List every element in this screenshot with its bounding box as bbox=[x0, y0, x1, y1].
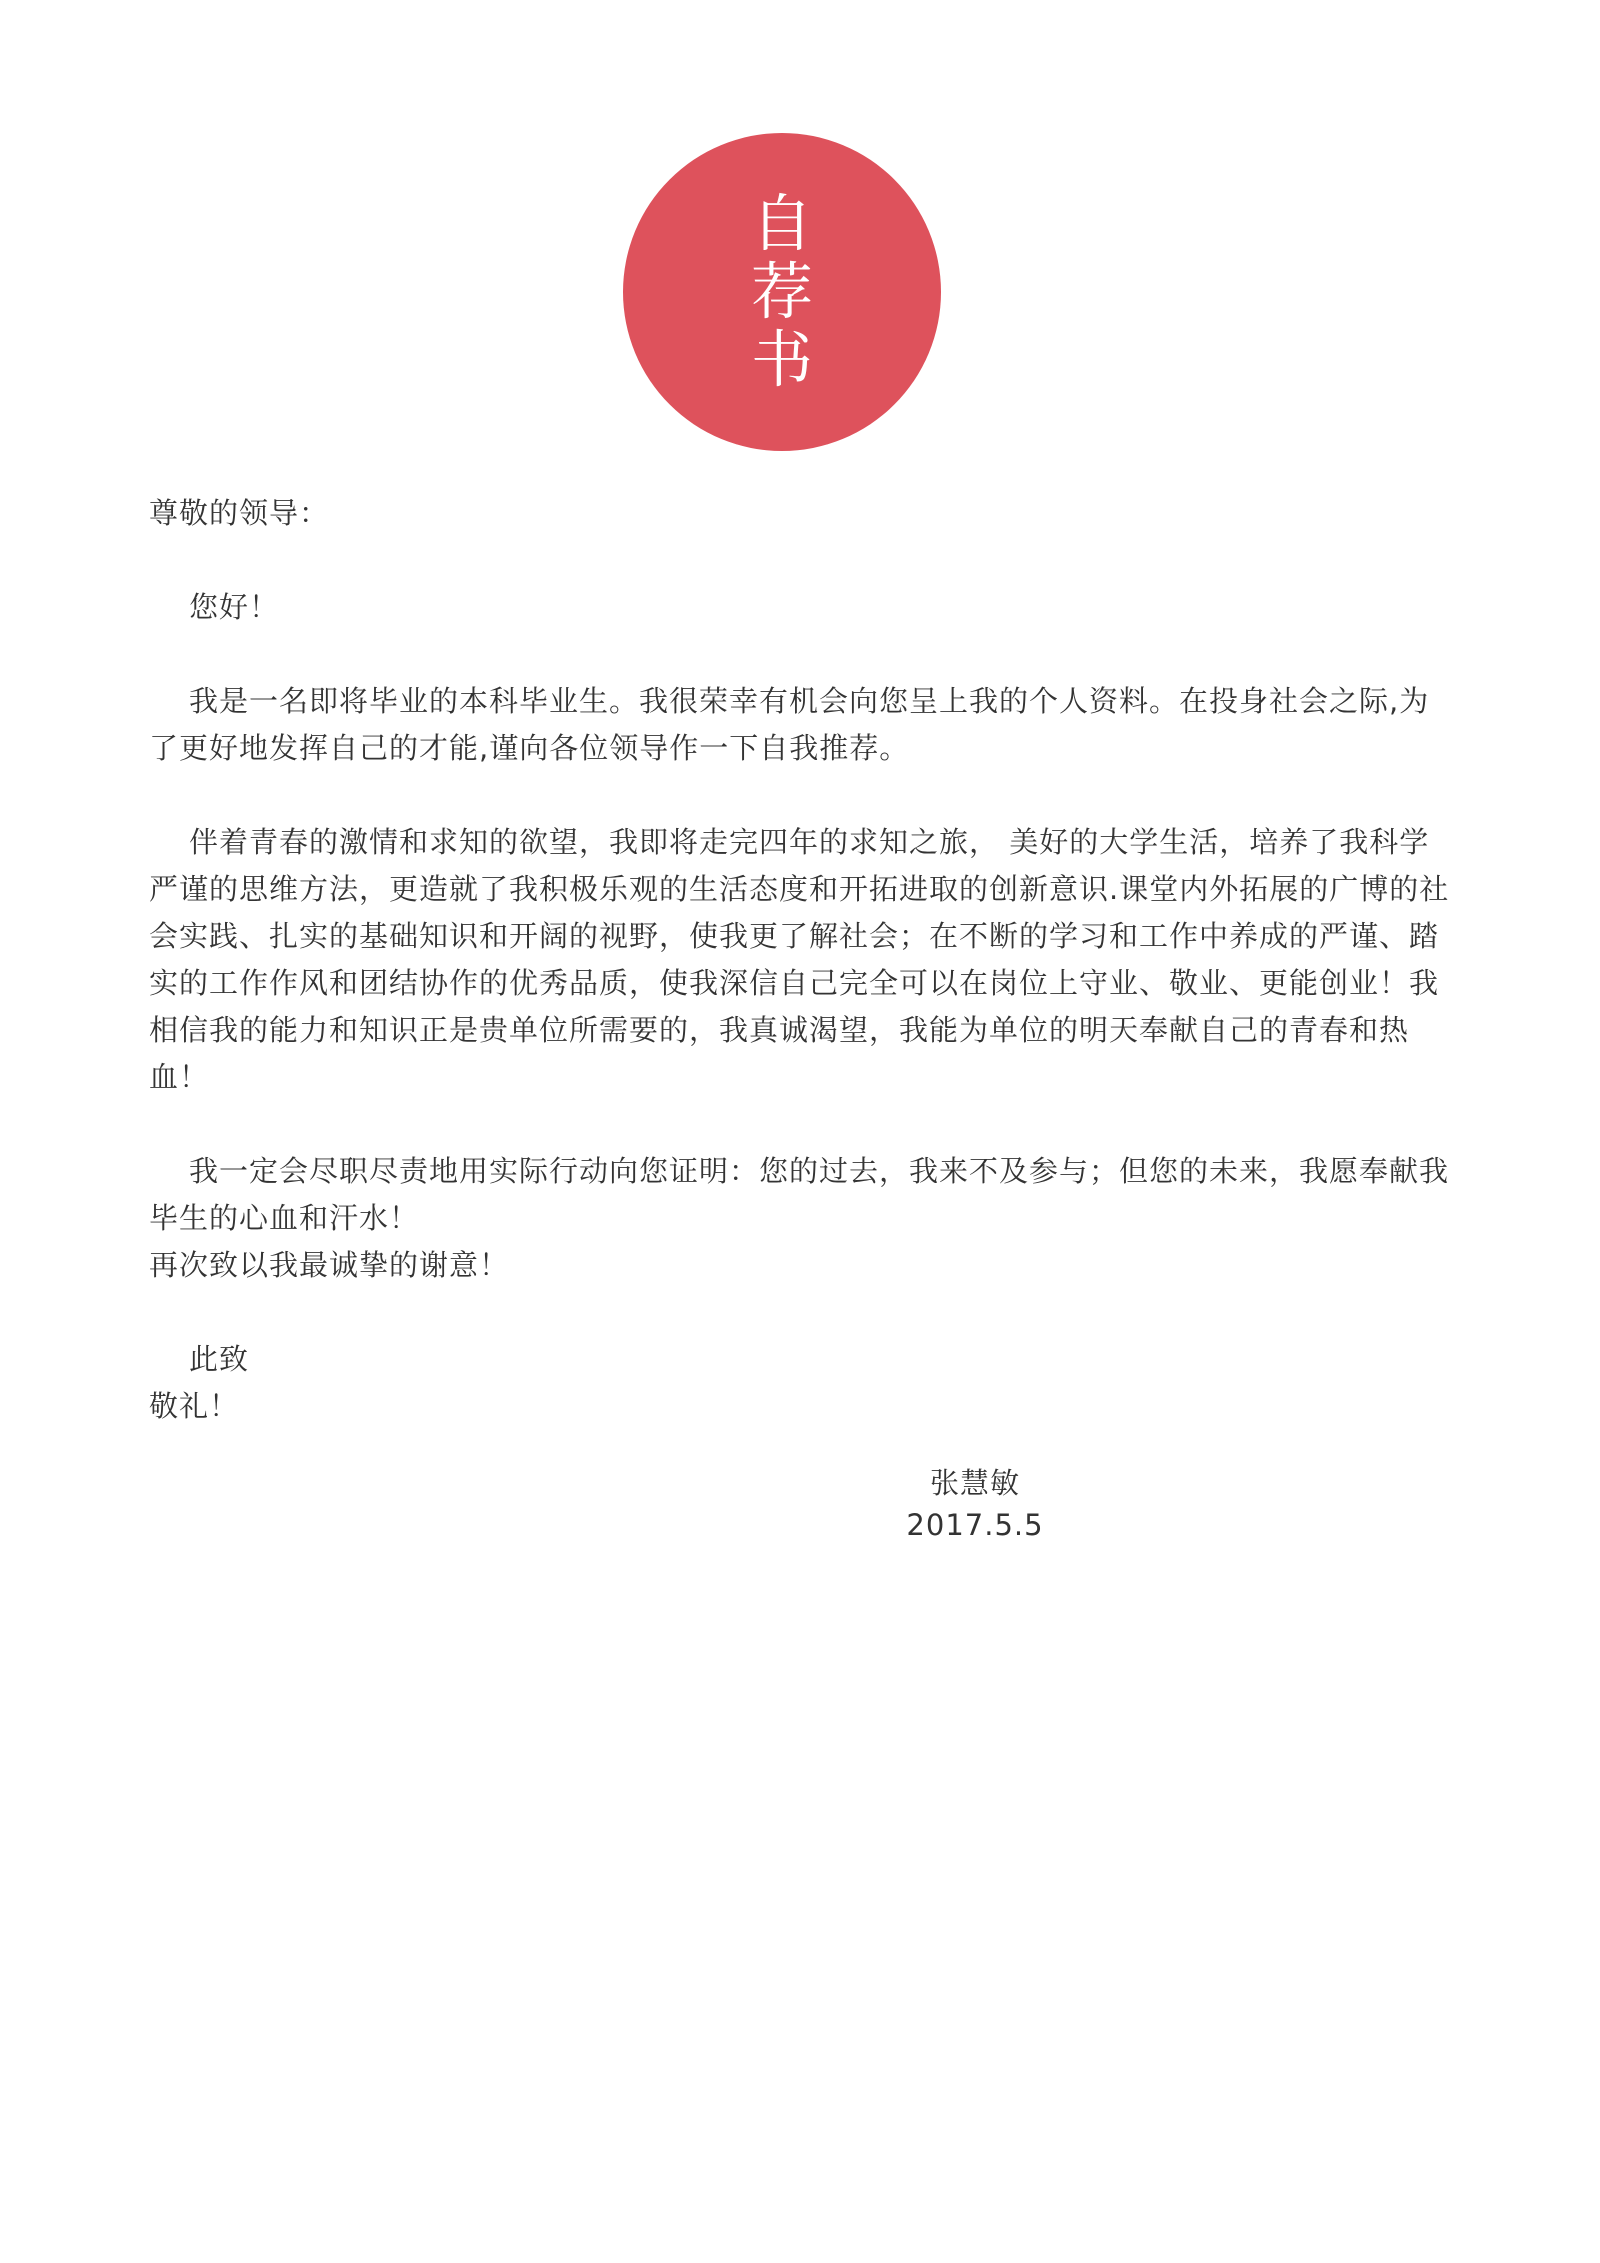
title-char-3: 书 bbox=[750, 323, 813, 396]
signature-date: 2017.5.5 bbox=[906, 1508, 1044, 1542]
paragraph-experience: 伴着青春的激情和求知的欲望，我即将走完四年的求知之旅， 美好的大学生活，培养了我科学严谨的思维方法，更造就了我积极乐观的生活态度和开拓进取的创新意识.课堂内外拓展的广博的社会实践、扎实的基础知识和开阔的视野，使我更了解社会；在不断的学习和工作中养成的严谨、踏实的工作作风和团结协作的优秀品质，使我深信自己完全可以在岗位上守业、敬业、更能创业！我相信我的能力和知识正是贵单位所需要的，我真诚渴望，我能为单位的明天奉献自己的青春和热血！ bbox=[149, 825, 1450, 1094]
signature-name: 张慧敏 bbox=[929, 1466, 1020, 1500]
paragraph-commitment: 我一定会尽职尽责地用实际行动向您证明：您的过去，我来不及参与；但您的未来，我愿奉献我毕生的心血和汗水！ bbox=[149, 1154, 1450, 1235]
salutation: 尊敬的领导： bbox=[149, 496, 330, 530]
spacer bbox=[149, 1289, 1459, 1336]
title-char-1: 自 bbox=[750, 187, 813, 260]
letter-body bbox=[149, 490, 1459, 1430]
title-char-2: 荐 bbox=[750, 255, 813, 328]
thanks-line: 再次致以我最诚挚的谢意！ bbox=[149, 1248, 510, 1282]
title-badge bbox=[623, 133, 941, 451]
closing-line-1: 此致 bbox=[189, 1342, 250, 1376]
paragraph-intro: 我是一名即将毕业的本科毕业生。我很荣幸有机会向您呈上我的个人资料。在投身社会之际,为了更好地发挥自己的才能,谨向各位领导作一下自我推荐。 bbox=[149, 684, 1430, 765]
signature-block bbox=[860, 1462, 1090, 1546]
greeting: 您好！ bbox=[189, 590, 280, 624]
closing-line-2: 敬礼！ bbox=[149, 1389, 240, 1423]
